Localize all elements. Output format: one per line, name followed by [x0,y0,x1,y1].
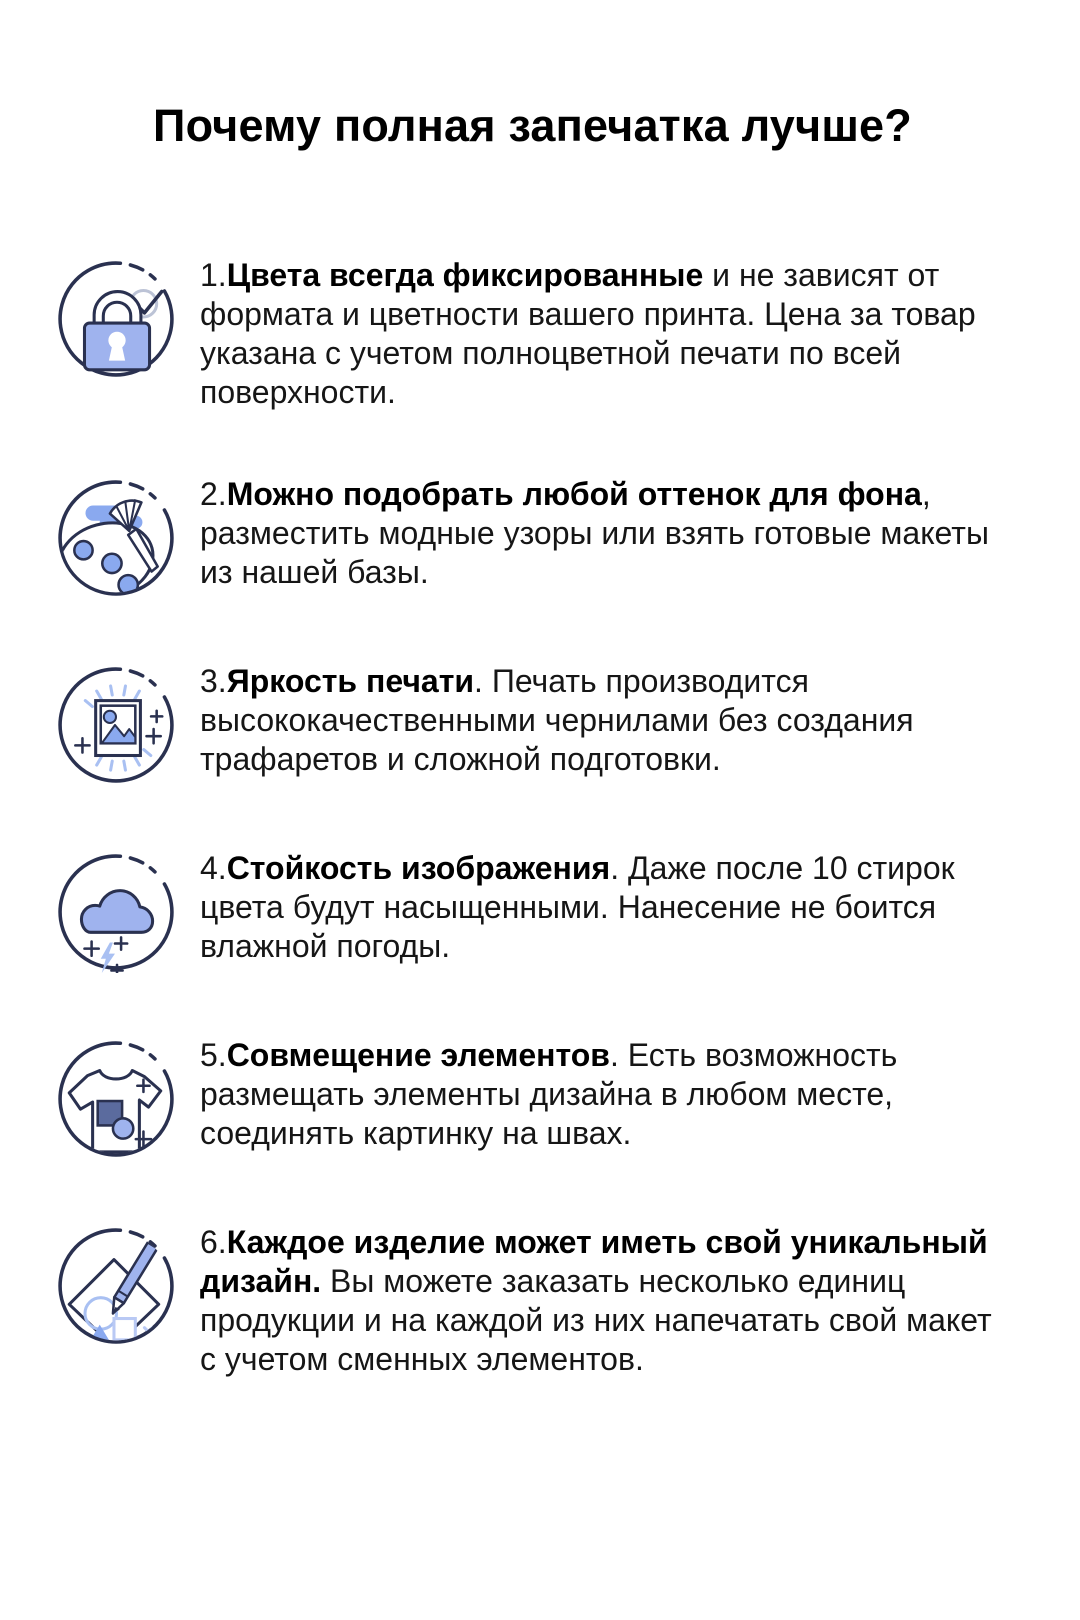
benefit-paragraph: 6.Каждое изделие может иметь свой уникальный дизайн. Вы можете заказать несколько единиц продукции и на каждой из них напечатать свой макет с учетом сменных элементов. [200,1223,992,1377]
lock-check-icon [55,258,177,380]
benefit-item-2 [55,475,1010,599]
benefit-item-6 [55,1223,1010,1379]
benefit-paragraph: 2.Можно подобрать любой оттенок для фона, разместить модные узоры или взять готовые макеты из нашей базы. [200,475,989,590]
benefits-list [55,256,1010,1379]
benefit-paragraph: 1.Цвета всегда фиксированные и не зависят от формата и цветности вашего принта. Цена за товар указана с учетом полноцветной печати по всей поверхности. [200,256,976,410]
rain-cloud-icon [55,851,177,973]
bright-image-icon [55,664,177,786]
benefit-paragraph: 4.Стойкость изображения. Даже после 10 стирок цвета будут насыщенными. Нанесение не боится влажной погоды. [200,849,955,964]
benefit-text-6 [200,1223,1010,1379]
pencil-design-icon [55,1225,177,1347]
benefit-paragraph: 5.Совмещение элементов. Есть возможность размещать элементы дизайна в любом месте, соединять картинку на швах. [200,1036,898,1151]
tshirt-elements-icon [55,1038,177,1160]
benefit-text-3 [200,662,1010,779]
benefit-text-1 [200,256,1010,412]
palette-brush-icon [55,477,177,599]
benefit-paragraph: 3.Яркость печати. Печать производится высококачественными чернилами без создания трафаретов и сложной подготовки. [200,662,914,777]
benefit-item-5 [55,1036,1010,1160]
benefit-item-1 [55,256,1010,412]
benefit-item-4 [55,849,1010,973]
page-title: Почему полная запечатка лучше? [153,100,912,151]
benefit-text-2 [200,475,1010,592]
benefit-text-4 [200,849,1010,966]
benefit-text-5 [200,1036,1010,1153]
benefit-item-3 [55,662,1010,786]
